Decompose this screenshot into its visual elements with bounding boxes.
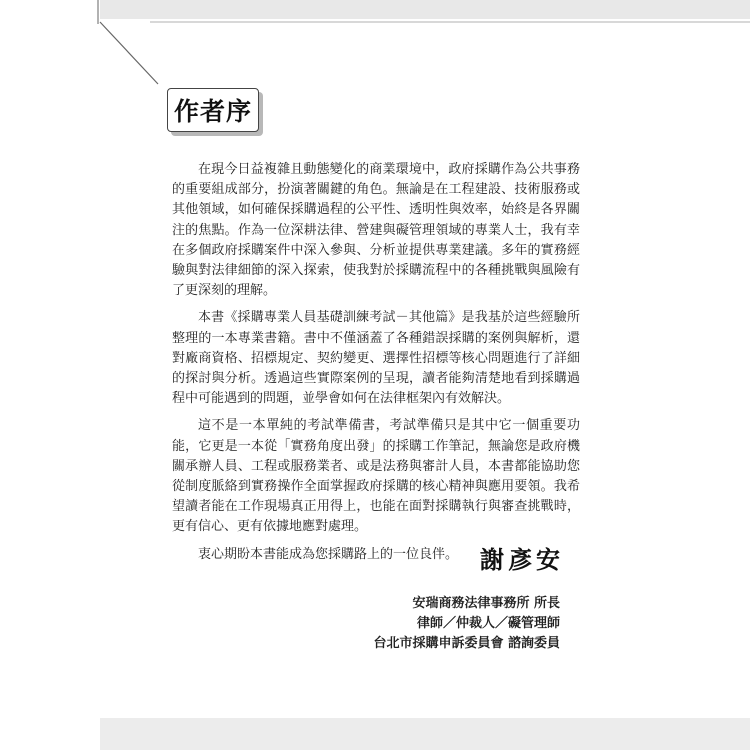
- author-credentials: [320, 594, 560, 654]
- credential-line-titles: 律師／仲裁人／礙管理師: [416, 616, 560, 631]
- paragraph-4: 衷心期盼本書能成為您採購路上的一位良伴。: [198, 546, 459, 562]
- credential-line-firm: 安瑞商務法律事務所 所長: [412, 596, 560, 611]
- credential-line-committee: 台北市採購申訴委員會 諮詢委員: [373, 636, 560, 651]
- page-title: 作者序: [167, 88, 259, 132]
- paragraph-3: 這不是一本單純的考試準備書，考試準備只是其中它一個重要功能，它更是一本從「實務角度出發」的採購工作筆記，無論您是政府機關承辦人員、工程或服務業者、或是法務與審計人員，本書都能協助您從制度脈絡到實務操作全面掌握政府採購的核心精神與應用要領。我希望讀者能在工作現場真正用得上，也能在面對採購執行與審查挑戰時，更有信心、更有依據地應對處理。: [172, 418, 580, 535]
- preface-body: [172, 160, 580, 572]
- author-signature: 謝彥安: [480, 546, 564, 574]
- paragraph-1: 在現今日益複雜且動態變化的商業環境中，政府採購作為公共事務的重要組成部分，扮演著關鍵的角色。無論是在工程建設、技術服務或其他領域，如何確保採購過程的公平性、透明性與效率，始終是各界關注的焦點。作為一位深耕法律、營建與礙管理領域的專業人士，我有幸在多個政府採購案件中深入參與、分析並提供專業建議。多年的實務經驗與對法律細節的深入探索，使我對於採購流程中的各種挑戰與風險有了更深刻的理解。: [172, 162, 580, 299]
- paragraph-2: 本書《採購專業人員基礎訓練考試－其他篇》是我基於這些經驗所整理的一本專業書籍。書中不僅涵蓋了各種錯誤採購的案例與解析，還對廠商資格、招標規定、契約變更、選擇性招標等核心問題進行了詳細的探討與分析。透過這些實際案例的呈現，讀者能夠清楚地看到採購過程中可能遇到的問題，並學會如何在法律框架內有效解決。: [172, 310, 580, 407]
